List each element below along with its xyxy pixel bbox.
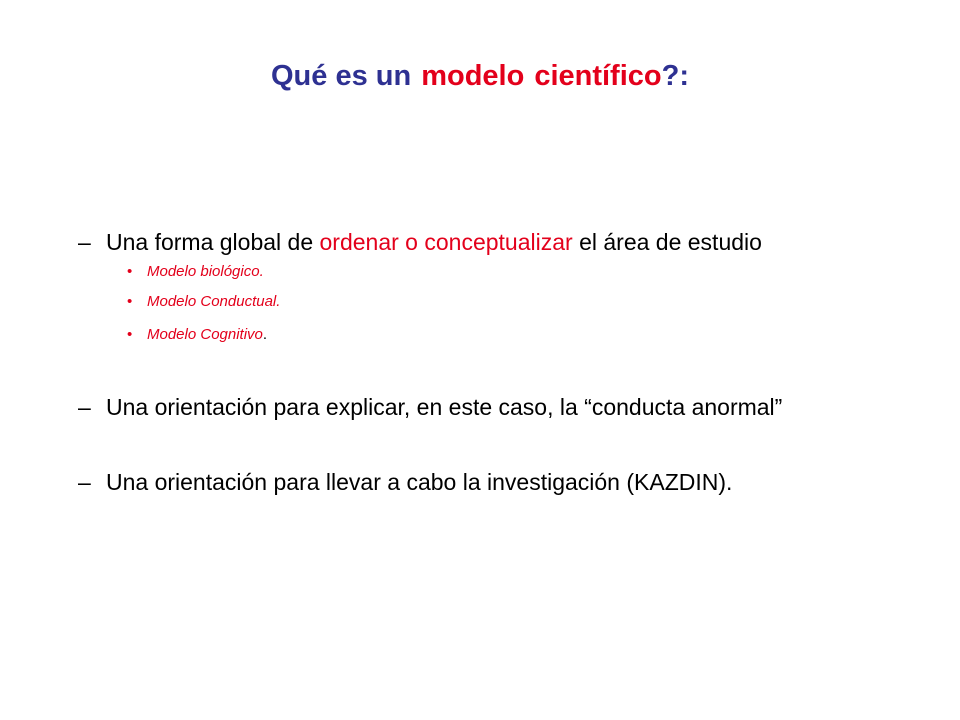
title-part-4: ?:: [661, 60, 689, 92]
sub-item-1: [127, 262, 264, 282]
bullet-dot: •: [127, 263, 133, 280]
bullet-3-text: Una orientación para llevar a cabo la investigación (KAZDIN).: [106, 469, 733, 495]
dash-marker: –: [78, 394, 91, 420]
dash-marker: –: [78, 229, 91, 255]
sub-item-2: [127, 292, 280, 312]
bullet-dot: •: [127, 326, 133, 343]
bullet-1-highlight: ordenar o conceptualizar: [319, 229, 573, 255]
bullet-item-1: [78, 227, 762, 257]
bullet-dot: •: [127, 293, 133, 310]
sub-item-3-text: Modelo Cognitivo: [147, 326, 263, 343]
sub-item-2-end: .: [276, 293, 281, 310]
sub-item-1-end: .: [259, 263, 264, 280]
sub-item-3: [127, 325, 267, 345]
sub-item-3-end: .: [262, 326, 268, 343]
bullet-item-3: [78, 467, 732, 497]
bullet-item-2: [78, 392, 782, 422]
sub-item-1-text: Modelo biológico: [147, 263, 260, 280]
dash-marker: –: [78, 469, 91, 495]
bullet-1-text-after: el área de estudio: [572, 229, 762, 255]
title-part-1: Qué es un: [270, 60, 412, 92]
title-part-3: científico: [534, 60, 662, 92]
sub-item-2-text: Modelo Conductual: [147, 293, 277, 310]
title-part-2: modelo: [421, 60, 525, 92]
slide-title: [0, 52, 960, 100]
bullet-2-text: Una orientación para explicar, en este caso, la “conducta anormal”: [106, 394, 783, 420]
bullet-1-text-before: Una forma global de: [106, 229, 320, 255]
